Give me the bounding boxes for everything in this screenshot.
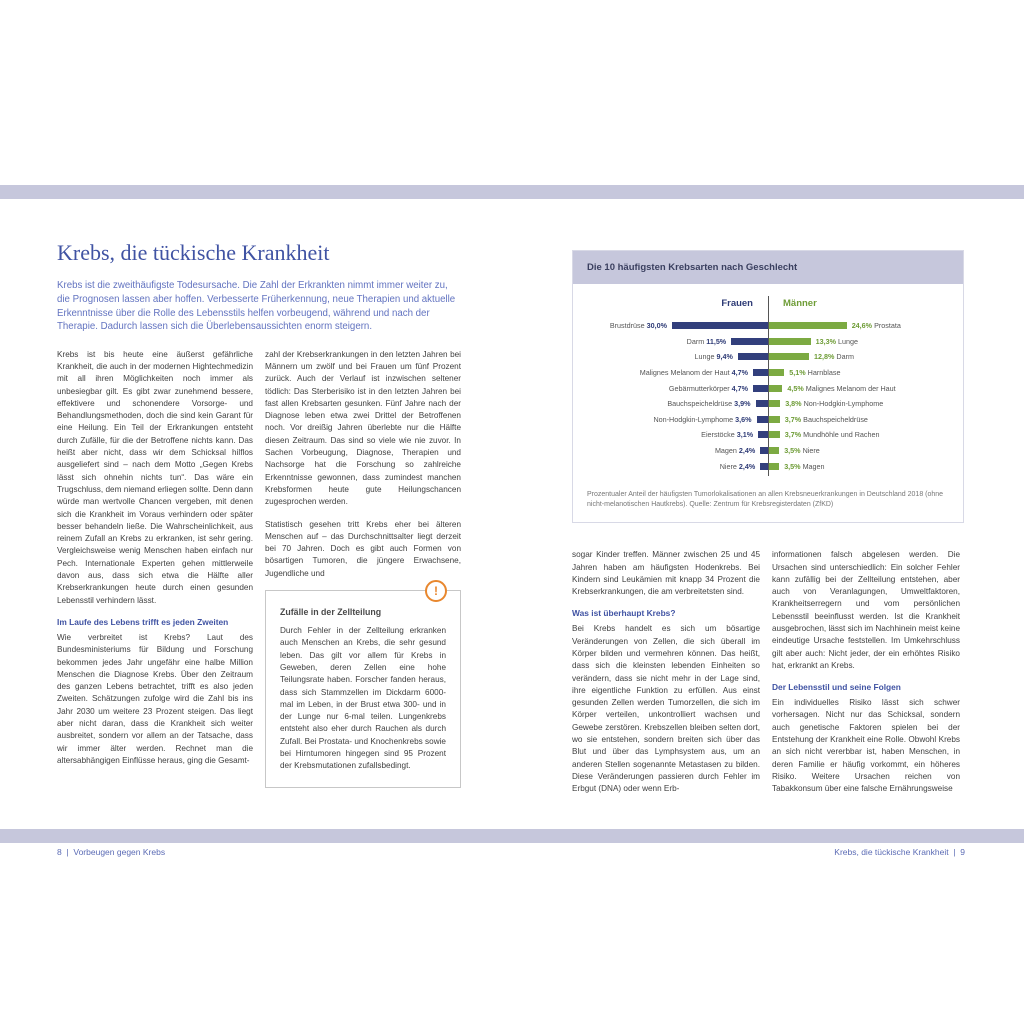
maenner-side bbox=[768, 462, 953, 471]
maenner-bar bbox=[768, 463, 779, 470]
right-column-1 bbox=[572, 549, 760, 805]
frauen-bar bbox=[738, 353, 768, 360]
maenner-side bbox=[768, 321, 953, 330]
body-paragraph: Wie verbreitet ist Krebs? Laut des Bundesministeriums für Bildung und Forschung bekommen jedes Jahr ungefähr eine halbe Million Menschen die Diagnose Krebs. Über den Zeitraum des ganzen Lebens betrachtet, trifft es also jeden Zweiten. Schätzungen zufolge wird die Zahl bis ins Jahr 2030 um weitere 23 Prozent steigen. Das liegt aber nicht daran, dass die Krankheit sich weiter ausbreitet, sondern vor allem an der Tatsache, dass wir immer älter werden. Rechnet man die altersabhängigen Einflüsse heraus, ging die Gesamt- bbox=[57, 632, 253, 765]
alert-icon bbox=[425, 580, 447, 602]
frauen-bar-label: Non-Hodgkin-Lymphome 3,6% bbox=[653, 414, 752, 424]
body-paragraph: Bei Krebs handelt es sich um bösartige Veränderungen von Zellen, die sich überall im Körper bilden und vermehren können. Das heißt, dass sich die kleinsten lebenden Einheiten so verändern, dass sie nicht mehr in der Lage sind, ihre eigentliche Funktion zu erfüllen. Aus einst gesunden Zellen werden Tumorzellen, die sich im Körper verteilen, unkontrolliert wachsen und Gewebe zerstören. Krebszellen bleiben selten dort, wo sie entstehen, sondern breiten sich über das Blut und über das Lymphsystem aus, um an anderen Stellen sogenannte Metastasen zu bilden. Diese Veränderungen passieren durch Fehler im Erbgut (DNA) oder wenn Erb- bbox=[572, 624, 760, 794]
frauen-bar-label: Brustdrüse 30,0% bbox=[609, 321, 667, 331]
page-title: Krebs, die tückische Krankheit bbox=[57, 240, 330, 265]
maenner-side bbox=[768, 446, 953, 455]
maenner-bar-label: 5,1% Harnblase bbox=[789, 368, 841, 378]
maenner-bar-label: 3,7% Mundhöhle und Rachen bbox=[784, 430, 880, 440]
frauen-bar-label: Magen 2,4% bbox=[714, 446, 756, 456]
frauen-bar bbox=[758, 431, 768, 438]
footer-right: Krebs, die tückische Krankheit | 9 bbox=[834, 847, 965, 857]
frauen-bar bbox=[757, 416, 769, 423]
frauen-bar bbox=[753, 385, 768, 392]
section-heading: Der Lebensstil und seine Folgen bbox=[772, 682, 901, 693]
body-paragraph: Krebs ist bis heute eine äußerst gefährliche Krankheit, die auch in der modernen Hightechmedizin mit all ihren Möglichkeiten noch immer als unbesiegbar gilt. Es gibt zwar zunehmend bessere, effektivere und schonendere Vorsorge- und Behandlungsmethoden, doch die sind kein Garant für eine Heilung. Ein Teil der Erkrankungen entsteht durch Zufälle, für die der Betroffene nichts kann. Das heißt aber nicht, dass wir dem Schicksal hilflos ausgeliefert sind – nach dem Motto „Gegen Krebs lässt sich ohnehin nichts tun“. Das wäre ein Trugschluss, dem niemand erliegen sollte. Denn dann würde man wertvolle Chancen vergeben, mit denen sich die Krankheit im Voraus verhindern oder später besser behandeln ließe. Die Wahrscheinlichkeit, aus reinem Zufall an Krebs zu erkranken, ist sehr gering. Vergleichsweise wenig Menschen haben einfach nur Pech. Internationale Experten gehen mittlerweile davon aus, dass sich etwa die Hälfte aller Krebserkrankungen heute durch einen gesunden Lebensstil verhindern lässt. bbox=[57, 349, 253, 605]
frauen-bar bbox=[672, 322, 768, 329]
maenner-bar bbox=[768, 447, 779, 454]
left-page-columns bbox=[57, 349, 461, 788]
frauen-side bbox=[583, 399, 768, 408]
maenner-bar bbox=[768, 385, 782, 392]
infobox-title: Zufälle in der Zellteilung bbox=[280, 607, 382, 618]
maenner-side bbox=[768, 415, 953, 424]
cancer-types-chart bbox=[572, 250, 964, 523]
chart-title: Die 10 häufigsten Krebsarten nach Geschlecht bbox=[573, 251, 963, 284]
frauen-side bbox=[583, 368, 768, 377]
left-page bbox=[57, 240, 461, 788]
right-page-columns bbox=[572, 549, 964, 805]
maenner-bar-label: 3,7% Bauchspeicheldrüse bbox=[784, 414, 868, 424]
frauen-bar bbox=[760, 447, 768, 454]
right-page bbox=[572, 250, 964, 806]
infobox-zellteilung bbox=[265, 584, 461, 788]
section-heading: Im Laufe des Lebens trifft es jeden Zweiten bbox=[57, 616, 229, 627]
frauen-bar-label: Eierstöcke 3,1% bbox=[701, 430, 754, 440]
frauen-side bbox=[583, 384, 768, 393]
body-paragraph: zahl der Krebserkrankungen in den letzten Jahren bei Männern um zwölf und bei Frauen um fünf Prozent zurück. Auch der Verlauf ist inzwischen seltener tödlich: Das Sterberisiko ist in den letzten Jahren bei fast allen Krebsarten gesunken. Fünf Jahre nach der Diagnose leben etwa zwei Drittel der Betroffenen noch. Vor dreißig Jahren überlebte nur die Hälfte diesen Zeitraum. Das sind so viele wie nie zuvor. In Sachen Vorbeugung, Diagnose, Therapien und Nachsorge hat die Forschung so zahlreiche Erkenntnisse gewonnen, dass zumindest manchen Krebsformen heute gute Heilungschancen zugesprochen werden. bbox=[265, 349, 461, 507]
maenner-bar-label: 3,5% Niere bbox=[784, 446, 820, 456]
frauen-side bbox=[583, 337, 768, 346]
footer-left: 8 | Vorbeugen gegen Krebs bbox=[57, 847, 166, 857]
body-paragraph: sogar Kinder treffen. Männer zwischen 25 und 45 Jahren haben am häufigsten Hodenkrebs. Bei Kindern sind Leukämien mit knapp 34 Prozent die Krebserkrankungen, die am verbreitetsten sind. bbox=[572, 550, 760, 597]
infobox-body: Durch Fehler in der Zellteilung erkranken auch Menschen an Krebs, die sehr gesund leben. Das gilt vor allem für Krebs in Geweben, deren Zellen eine hohe Teilungsrate haben. Forscher fanden heraus, dass sich Stammzellen im Dickdarm 6000-mal im Leben, in der Brust etwa 300- und in der Lunge nur 6-mal teilen. Lungenkrebs entsteht also eher durch Rauchen als durch Zufall. Bei Prostata- und Knochenkrebs sowie bei Hirntumoren hingegen sind 95 Prozent der Krebsmutationen zufallsbedingt. bbox=[280, 626, 446, 771]
right-column-2 bbox=[772, 549, 960, 805]
maenner-bar bbox=[768, 369, 784, 376]
legend-frauen: Frauen bbox=[721, 298, 753, 309]
frauen-bar-label: Gebärmutterkörper 4,7% bbox=[668, 383, 748, 393]
legend-maenner: Männer bbox=[783, 298, 817, 309]
bottom-decorative-band bbox=[0, 829, 1024, 843]
maenner-side bbox=[768, 368, 953, 377]
frauen-bar-label: Malignes Melanom der Haut 4,7% bbox=[639, 368, 748, 378]
maenner-bar-label: 24,6% Prostata bbox=[851, 321, 901, 331]
frauen-bar bbox=[756, 400, 769, 407]
maenner-bar-label: 3,8% Non-Hodgkin-Lymphome bbox=[785, 399, 884, 409]
maenner-bar-label: 13,3% Lunge bbox=[815, 336, 858, 346]
frauen-side bbox=[583, 430, 768, 439]
chart-plot-area bbox=[573, 284, 963, 482]
maenner-bar-label: 12,8% Darm bbox=[814, 352, 854, 362]
body-paragraph: Ein individuelles Risiko lässt sich schwer vorhersagen. Nicht nur das Schicksal, sondern auch genetische Faktoren spielen bei der Entstehung der Krankheit eine Rolle. Obwohl Krebs an sich nicht vererbbar ist, haben Menschen, in deren Familie er häufig vorkommt, ein höheres Risiko. Weitere Ursachen reichen von Tabakkonsum über eine falsche Ernährungsweise bbox=[772, 698, 960, 794]
maenner-side bbox=[768, 337, 953, 346]
frauen-bar bbox=[753, 369, 768, 376]
frauen-bar-label: Lunge 9,4% bbox=[694, 352, 733, 362]
intro-paragraph: Krebs ist die zweithäufigste Todesursache. Die Zahl der Erkrankten nimmt immer weiter zu, die Prognosen lassen aber hoffen. Verbesserte Früherkennung, neue Therapien und aktuelle Erkenntnisse über die Rolle des Lebensstils helfen vorbeugend, während und nach der Therapie. Dadurch lassen sich die Überlebensaussichten enorm steigern. bbox=[57, 280, 456, 333]
body-paragraph: informationen falsch abgelesen werden. Die Ursachen sind unterschiedlich: Ein solcher Fehler kann zufällig bei der Zellteilung entstehen, aber auch von Veranlagungen, Umweltfaktoren, Krankheitserregern und vom persönlichen Lebensstil beeinflusst werden. Ist die Krankheit ausgebrochen, lässt sich im Nachhinein meist keine eindeutige Ursache feststellen. Im Umkehrschluss gilt aber auch: Nicht jeder, der ein erhöhtes Risiko hat, erkrankt an Krebs. bbox=[772, 550, 960, 670]
maenner-bar-label: 4,5% Malignes Melanom der Haut bbox=[787, 383, 896, 393]
chart-center-axis bbox=[768, 296, 769, 476]
maenner-bar bbox=[768, 322, 847, 329]
frauen-side bbox=[583, 446, 768, 455]
frauen-bar-label: Bauchspeicheldrüse 3,9% bbox=[667, 399, 751, 409]
maenner-side bbox=[768, 399, 953, 408]
frauen-side bbox=[583, 352, 768, 361]
maenner-bar bbox=[768, 338, 811, 345]
left-column-2 bbox=[265, 349, 461, 788]
maenner-side bbox=[768, 352, 953, 361]
chart-caption: Prozentualer Anteil der häufigsten Tumorlokalisationen an allen Krebsneuerkrankungen in Deutschland 2018 (ohne nicht-melanotischen Hautkrebs). Quelle: Zentrum für Krebsregisterdaten (ZfKD) bbox=[587, 490, 944, 509]
frauen-side bbox=[583, 321, 768, 330]
left-column-1 bbox=[57, 349, 253, 788]
maenner-side bbox=[768, 384, 953, 393]
frauen-bar-label: Niere 2,4% bbox=[719, 461, 756, 471]
alert-icon-glyph: ! bbox=[434, 584, 438, 599]
maenner-side bbox=[768, 430, 953, 439]
frauen-side bbox=[583, 415, 768, 424]
section-heading: Was ist überhaupt Krebs? bbox=[572, 608, 676, 619]
maenner-bar bbox=[768, 400, 780, 407]
frauen-bar bbox=[760, 463, 768, 470]
top-decorative-band bbox=[0, 185, 1024, 199]
maenner-bar-label: 3,5% Magen bbox=[784, 461, 825, 471]
maenner-bar bbox=[768, 431, 780, 438]
maenner-bar bbox=[768, 353, 809, 360]
frauen-bar bbox=[731, 338, 768, 345]
body-paragraph: Statistisch gesehen tritt Krebs eher bei älteren Menschen auf – das Durchschnittsalter liegt derzeit bei 70 Jahren. Doch es gibt auch Formen von bösartigen Tumoren, die jüngere Erwachsene, Jugendliche und bbox=[265, 519, 461, 578]
frauen-side bbox=[583, 462, 768, 471]
maenner-bar bbox=[768, 416, 780, 423]
frauen-bar-label: Darm 11,5% bbox=[686, 336, 727, 346]
